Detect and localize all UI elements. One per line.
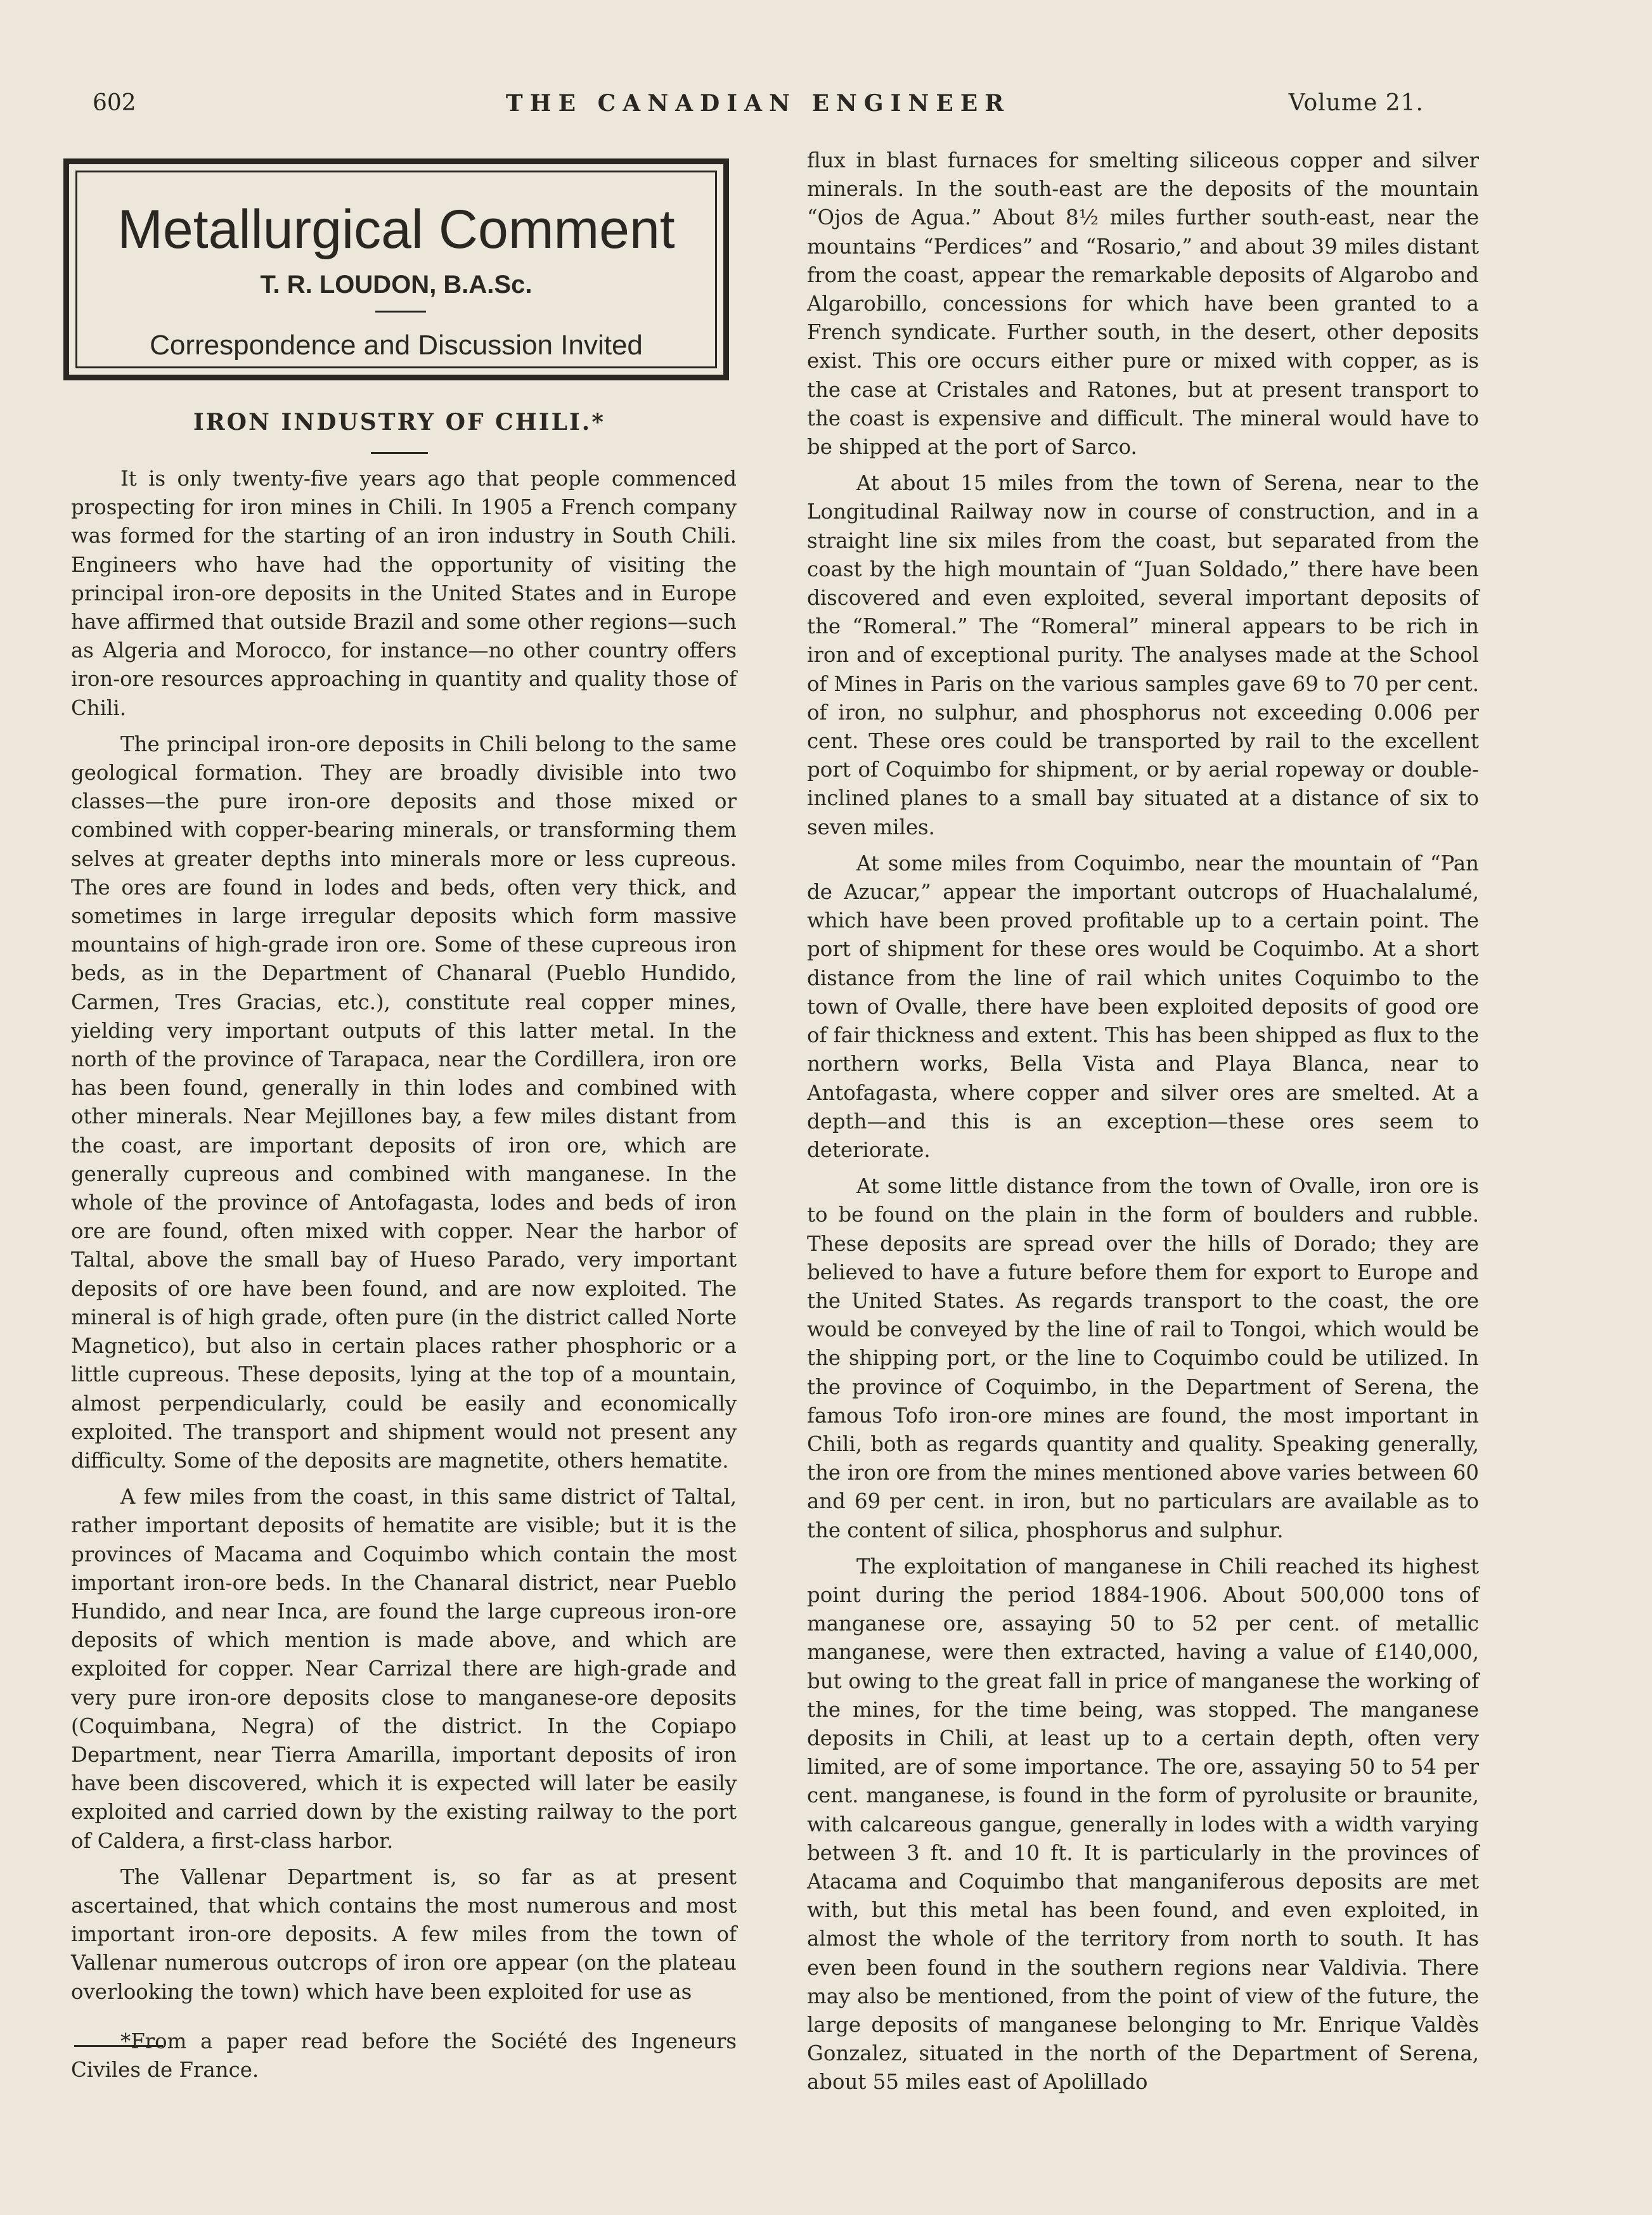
- column-heading-inner-frame: [75, 171, 717, 368]
- paragraph: A few miles from the coast, in this same district of Taltal, rather important deposits of hematite are visible; but it is the provinces of Macama and Coquimbo which contain the most important iron-ore beds. In the Chanaral district, near Pueblo Hundido, and near Inca, are found the large cupreous iron-ore deposits of which mention is made above, and which are exploited for copper. Near Carrizal there are high-grade and very pure iron-ore deposits close to manganese-ore deposits (Coquimbana, Negra) of the district. In the Copiapo Department, near Tierra Amarilla, important deposits of iron have been discovered, which it is expected will later be easily exploited and carried down by the existing railway to the port of Caldera, a first-class harbor.: [71, 1485, 737, 1853]
- column-author: T. R. LOUDON, B.A.Sc.: [260, 271, 532, 299]
- column-invitation: Correspondence and Discussion Invited: [150, 330, 643, 361]
- column-title: Metallurgical Comment: [117, 199, 675, 260]
- paragraph: It is only twenty-five years ago that people commenced prospecting for iron mines in Chili. In 1905 a French company was formed for the starting of an iron industry in South Chili. Engineers who have had the opportunity of visiting the principal iron-ore deposits in the United States and in Europe have affirmed that outside Brazil and some other regions—such as Algeria and Morocco, for instance—no other country offers iron-ore resources approaching in quantity and quality those of Chili.: [71, 467, 737, 720]
- paragraph: At some little distance from the town of Ovalle, iron ore is to be found on the plain in the form of boulders and rubble. These deposits are spread over the hills of Dorado; they are believed to have a future before them for export to Europe and the United States. As regards transport to the coast, the ore would be conveyed by the line of rail to Tongoi, which would be the shipping port, or the line to Coquimbo could be utilized. In the province of Coquimbo, in the Department of Serena, the famous Tofo iron-ore mines are found, the most important in Chili, both as regards quantity and quality. Speaking generally, the iron ore from the mines mentioned above varies between 60 and 69 per cent. in iron, but no particulars are available as to the content of silica, phosphorus and sulphur.: [807, 1174, 1479, 1542]
- volume-label: Volume 21.: [1288, 90, 1424, 116]
- paragraph: The principal iron-ore deposits in Chili belong to the same geological formation. They are broadly divisible into two classes—the pure iron-ore deposits and those mixed or combined with copper-bearing minerals, or transforming them selves at greater depths into minerals more or less cupreous. The ores are found in lodes and beds, often very thick, and sometimes in large irregular deposits which form massive mountains of high-grade iron ore. Some of these cupreous iron beds, as in the Department of Chanaral (Pueblo Hundido, Carmen, Tres Gracias, etc.), constitute real copper mines, yielding very important outputs of this latter metal. In the north of the province of Tarapaca, near the Cordillera, iron ore has been found, generally in thin lodes and combined with other minerals. Near Mejillones bay, a few miles distant from the coast, are important deposits of iron ore, which are generally cupreous and combined with manganese. In the whole of the province of Antofagasta, lodes and beds of iron ore are found, often mixed with copper. Near the harbor of Taltal, above the small bay of Hueso Parado, very important deposits of ore have been found, and are now exploited. The mineral is of high grade, often pure (in the district called Norte Magnetico), but also in certain places rather phosphoric or a little cupreous. These deposits, lying at the top of a mountain, almost perpendicularly, could be easily and economically exploited. The transport and shipment would not present any difficulty. Some of the deposits are magnetite, others hematite.: [71, 732, 737, 1473]
- footnote: *From a paper read before the Société des Ingeneurs Civiles de France.: [71, 2029, 737, 2083]
- right-column: [807, 146, 1479, 2095]
- column-divider: [375, 311, 426, 313]
- journal-title: THE CANADIAN ENGINEER: [505, 90, 1011, 117]
- page-header: [93, 90, 1424, 128]
- page-number: 602: [93, 90, 136, 116]
- article-title: IRON INDUSTRY OF CHILI.*: [193, 409, 606, 436]
- column-heading-box: [63, 158, 729, 380]
- paragraph: flux in blast furnaces for smelting siliceous copper and silver minerals. In the south-east are the deposits of the mountain “Ojos de Agua.” About 8½ miles further south-east, near the mountains “Perdices” and “Rosario,” and about 39 miles distant from the coast, appear the remarkable deposits of Algarobo and Algarobillo, concessions for which have been granted to a French syndicate. Further south, in the desert, other deposits exist. This ore occurs either pure or mixed with copper, as is the case at Cristales and Ratones, but at present transport to the coast is expensive and difficult. The mineral would have to be shipped at the port of Sarco.: [807, 148, 1479, 460]
- paragraph: At some miles from Coquimbo, near the mountain of “Pan de Azucar,” appear the important outcrops of Huachalalumé, which have been proved profitable up to a certain point. The port of shipment for these ores would be Coquimbo. At a short distance from the line of rail which unites Coquimbo to the town of Ovalle, there have been exploited deposits of good ore of fair thickness and extent. This has been shipped as flux to the northern works, Bella Vista and Playa Blanca, near to Antofagasta, where copper and silver ores are smelted. At a depth—and this is an exception—these ores seem to deteriorate.: [807, 851, 1479, 1162]
- paragraph: The Vallenar Department is, so far as at present ascertained, that which contains the most numerous and most important iron-ore deposits. A few miles from the town of Vallenar numerous outcrops of iron ore appear (on the plateau overlooking the town) which have been exploited for use as: [71, 1864, 737, 2004]
- title-divider: [371, 452, 428, 454]
- paragraph: The exploitation of manganese in Chili reached its highest point during the period 1884-1906. About 500,000 tons of manganese ore, assaying 50 to 52 per cent. of metallic manganese, were then extracted, having a value of £140,000, but owing to the great fall in price of manganese the working of the mines, for the time being, was stopped. The manganese deposits in Chili, at least up to a certain depth, often very limited, are of some importance. The ore, assaying 50 to 54 per cent. manganese, is found in the form of pyrolusite or braunite, with calcareous gangue, generally in lodes with a width varying between 3 ft. and 10 ft. It is particularly in the provinces of Atacama and Coquimbo that manganiferous deposits are met with, but this metal has been found, and even exploited, in almost the whole of the territory from north to south. It has even been found in the southern regions near Valdivia. There may also be mentioned, from the point of view of the future, the large deposits of manganese belonging to Mr. Enrique Valdès Gonzalez, situated in the north of the Department of Serena, about 55 miles east of Apolillado: [807, 1554, 1479, 2095]
- left-column: [71, 465, 737, 2037]
- paragraph: At about 15 miles from the town of Serena, near to the Longitudinal Railway now in course of construction, and in a straight line six miles from the coast, but separated from the coast by the high mountain of “Juan Soldado,” there have been discovered and even exploited, several important deposits of the “Romeral.” The “Romeral” mineral appears to be rich in iron and of exceptional purity. The analyses made at the School of Mines in Paris on the various samples gave 69 to 70 per cent. of iron, no sulphur, and phosphorus not exceeding 0.006 per cent. These ores could be transported by rail to the excellent port of Coquimbo for shipment, or by aerial ropeway or double-inclined planes to a small bay situated at a distance of six to seven miles.: [807, 471, 1479, 839]
